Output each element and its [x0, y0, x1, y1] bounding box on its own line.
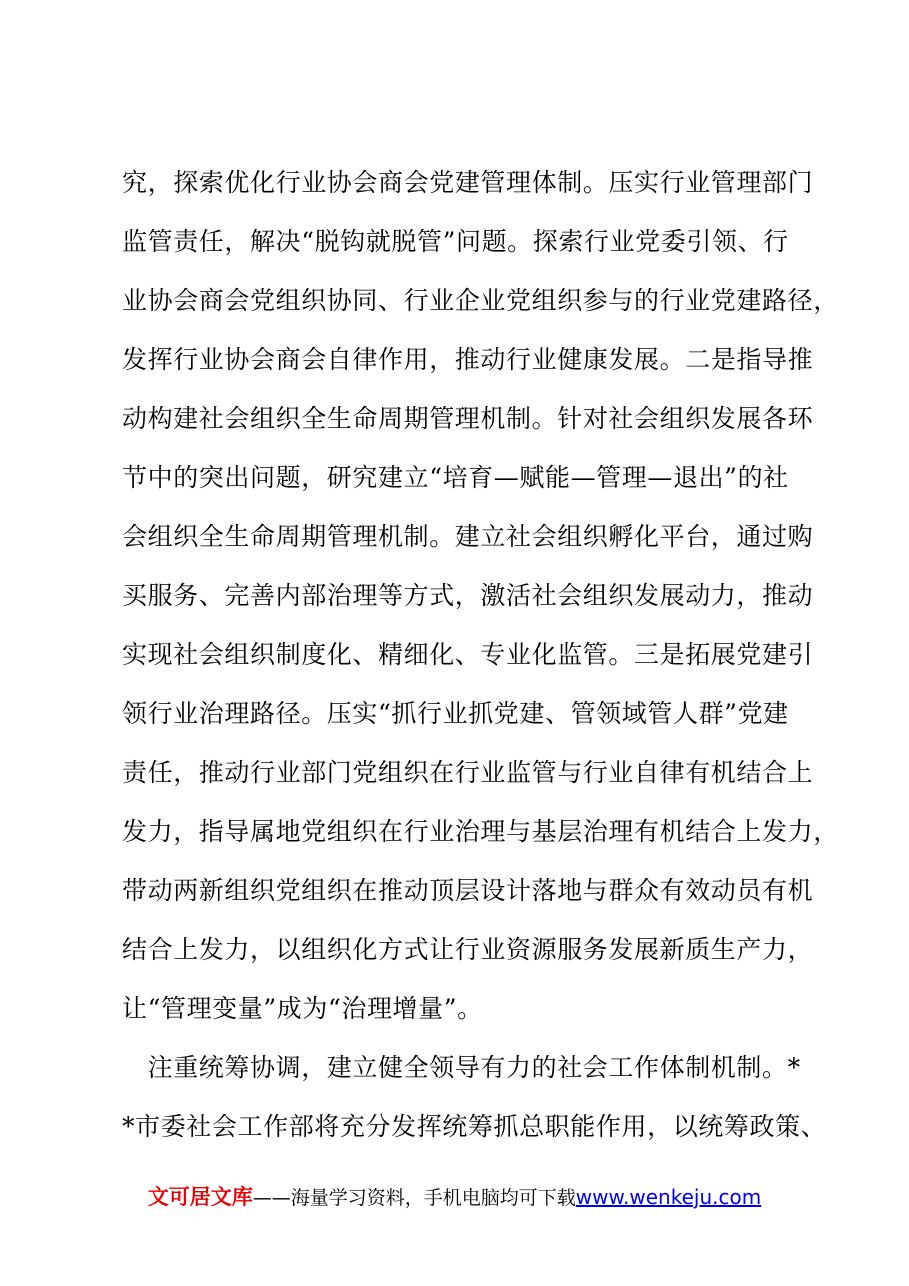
- footer-banner: [0, 1180, 909, 1214]
- footer-website-link[interactable]: www.wenkeju.com: [575, 1185, 762, 1209]
- body-line: 发挥行业协会商会自律作用，推动行业健康发展。二是指导推: [122, 345, 814, 374]
- body-line: 注重统筹协调，建立健全领导有力的社会工作体制机制。*: [122, 1053, 801, 1082]
- body-line: 监管责任，解决“脱钩就脱管”问题。探索行业党委引领、行: [122, 227, 789, 256]
- body-line: 领行业治理路径。压实“抓行业抓党建、管领域管人群”党建: [122, 699, 789, 728]
- body-line: 让“管理变量”成为“治理增量”。: [122, 994, 483, 1023]
- body-line: 节中的突出问题，研究建立“培育—赋能—管理—退出”的社: [122, 463, 789, 492]
- body-line: 买服务、完善内部治理等方式，激活社会组织发展动力，推动: [122, 581, 814, 610]
- body-line: 带动两新组织党组织在推动顶层设计落地与群众有效动员有机: [122, 876, 814, 905]
- footer-brand: 文可居文库: [147, 1185, 253, 1209]
- body-line: 业协会商会党组织协同、行业企业党组织参与的行业党建路径，: [122, 286, 839, 315]
- body-line: 会组织全生命周期管理机制。建立社会组织孵化平台，通过购: [122, 522, 814, 551]
- body-line: 实现社会组织制度化、精细化、专业化监管。三是拓展党建引: [122, 640, 814, 669]
- footer-tagline: ——海量学习资料，手机电脑均可下载: [252, 1187, 576, 1209]
- body-line: 责任，推动行业部门党组织在行业监管与行业自律有机结合上: [122, 758, 814, 787]
- body-line: 发力，指导属地党组织在行业治理与基层治理有机结合上发力，: [122, 817, 839, 846]
- body-line: 究，探索优化行业协会商会党建管理体制。压实行业管理部门: [122, 168, 814, 197]
- body-line: 动构建社会组织全生命周期管理机制。针对社会组织发展各环: [122, 404, 814, 433]
- body-line: *市委社会工作部将充分发挥统筹抓总职能作用，以统筹政策、: [122, 1112, 827, 1141]
- body-line: 结合上发力，以组织化方式让行业资源服务发展新质生产力，: [122, 935, 814, 964]
